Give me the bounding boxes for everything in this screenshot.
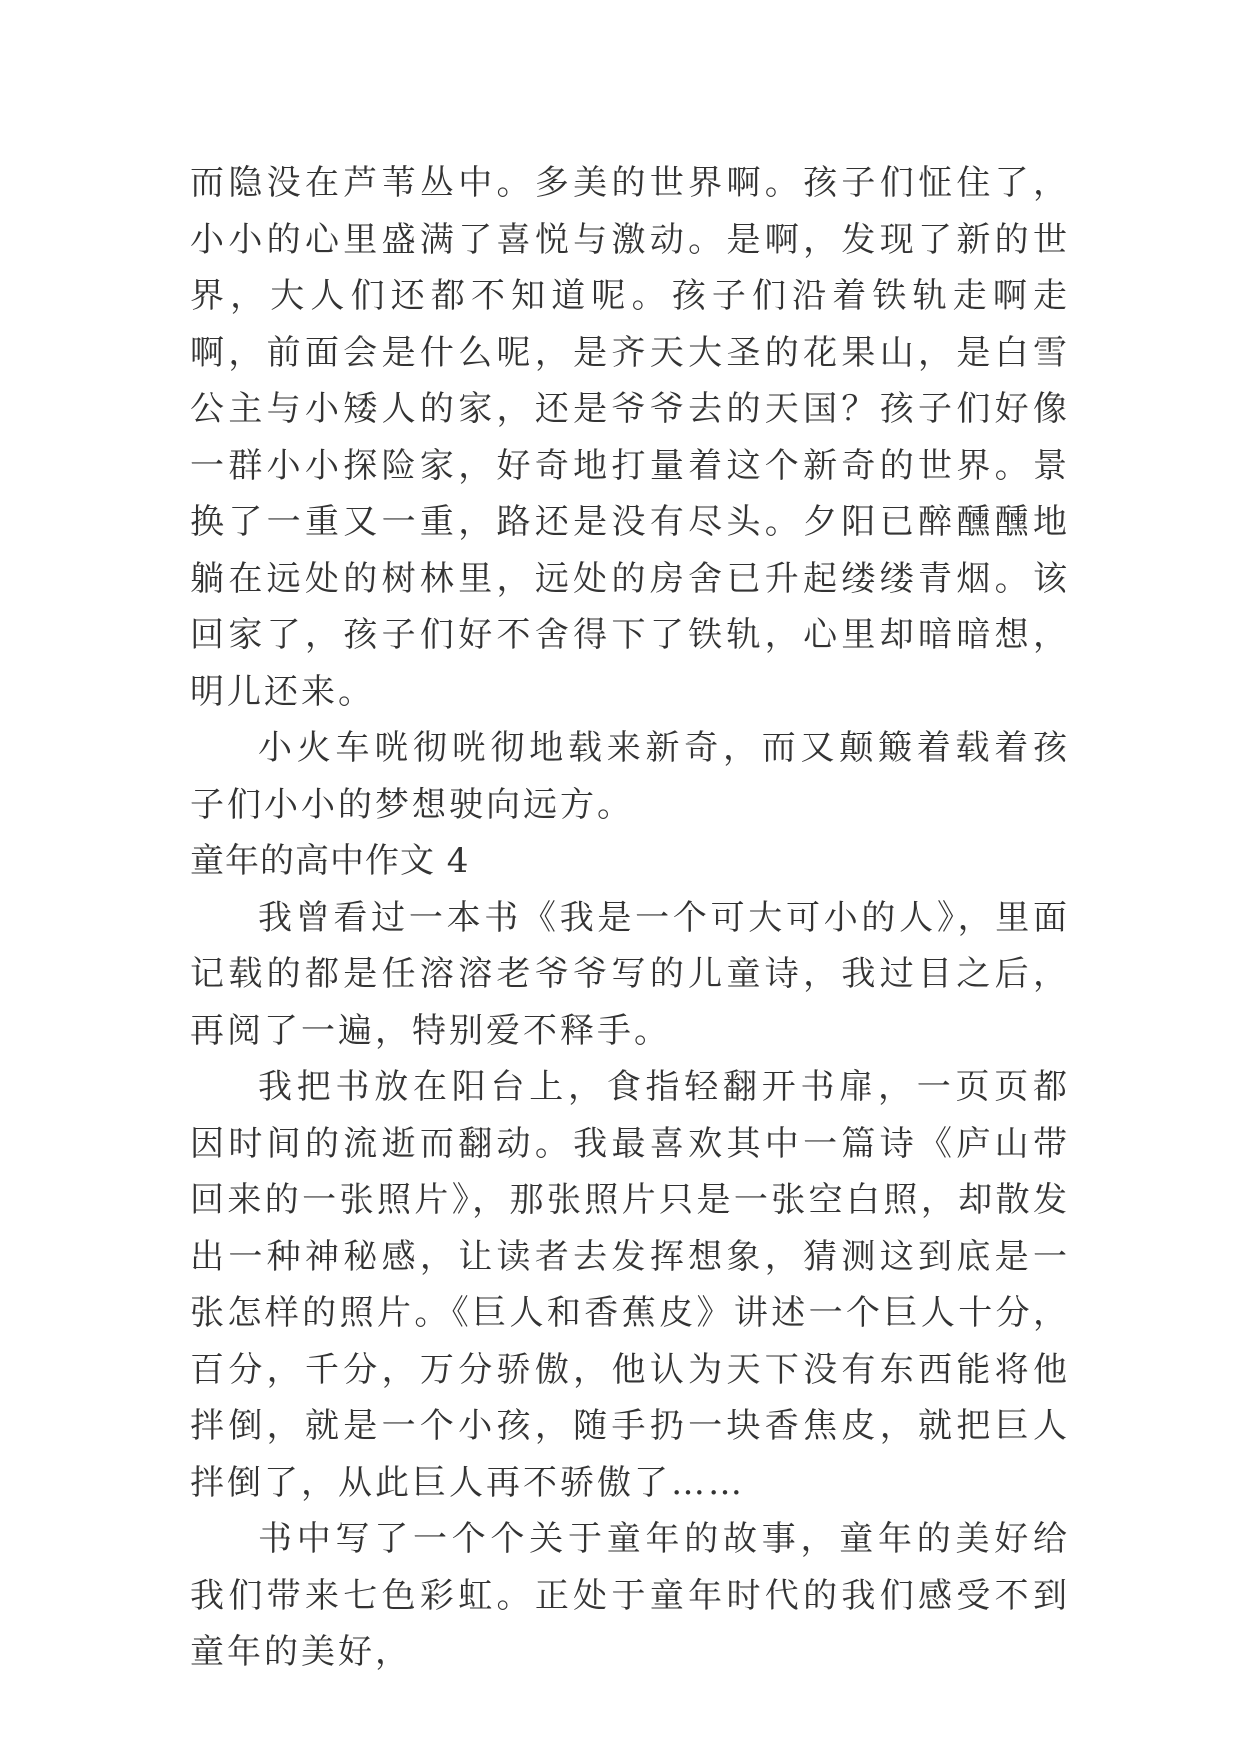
paragraph-continuation: 而隐没在芦苇丛中。多美的世界啊。孩子们怔住了，小小的心里盛满了喜悦与激动。是啊，发现了新的世界，大人们还都不知道呢。孩子们沿着铁轨走啊走啊，前面会是什么呢，是齐天大圣的花果山，是白雪公主与小矮人的家，还是爷爷去的天国？孩子们好像一群小小探险家，好奇地打量着这个新奇的世界。景换了一重又一重，路还是没有尽头。夕阳已醉醺醺地躺在远处的树林里，远处的房舍已升起缕缕青烟。该回家了，孩子们好不舍得下了铁轨，心里却暗暗想，明儿还来。 <box>190 163 1070 712</box>
paragraph-train: 小火车咣彻咣彻地载来新奇，而又颠簸着载着孩子们小小的梦想驶向远方。 <box>190 728 1070 825</box>
paragraph-book-intro: 我曾看过一本书《我是一个可大可小的人》，里面记载的都是任溶溶老爷爷写的儿童诗，我过目之后，再阅了一遍，特别爱不释手。 <box>190 897 1070 1051</box>
section-heading: 童年的高中作文 4 <box>190 841 470 881</box>
document-body <box>190 155 1070 1681</box>
paragraph-childhood-stories: 书中写了一个个关于童年的故事，童年的美好给我们带来七色彩虹。正处于童年时代的我们感受不到童年的美好， <box>190 1519 1070 1672</box>
paragraph-book-poems: 我把书放在阳台上，食指轻翻开书扉，一页页都因时间的流逝而翻动。我最喜欢其中一篇诗《庐山带回来的一张照片》，那张照片只是一张空白照，却散发出一种神秘感，让读者去发挥想象，猜测这到底是一张怎样的照片。《巨人和香蕉皮》讲述一个巨人十分，百分，千分，万分骄傲，他认为天下没有东西能将他拌倒，就是一个小孩，随手扔一块香焦皮，就把巨人拌倒了，从此巨人再不骄傲了…… <box>190 1067 1070 1503</box>
